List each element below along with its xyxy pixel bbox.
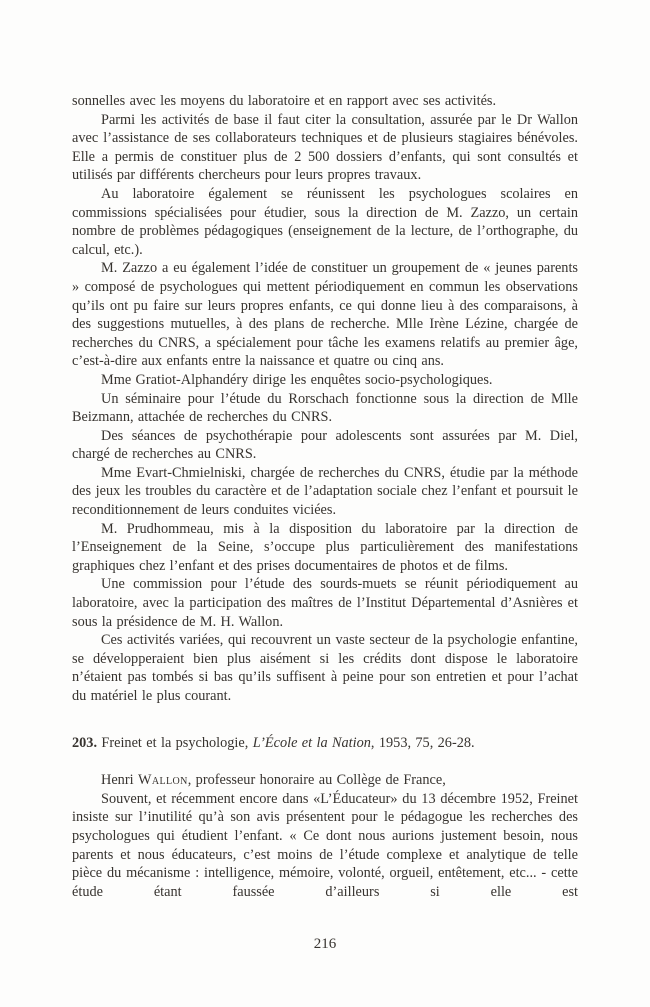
paragraph: Une commission pour l’étude des sourds-muets se réunit périodiquement au laboratoire, avec la participation des maîtres de l’Institut Départemental d’Asnières et sous la présidence de M. H. Wallon. bbox=[72, 576, 578, 630]
author-role: , professeur honoraire au Collège de France, bbox=[187, 772, 446, 789]
body-text bbox=[72, 92, 578, 901]
paragraph: M. Prudhommeau, mis à la disposition du laboratoire par la direction de l’Enseignement de la Seine, s’occupe plus particulièrement des manifestations graphiques chez l’enfant et des prises documentaires de photos et de films. bbox=[72, 520, 578, 574]
page-number: 216 bbox=[313, 936, 337, 952]
paragraph: Mme Gratiot-Alphandéry dirige les enquêtes socio-psychologiques. bbox=[101, 371, 493, 388]
author-name: Wallon bbox=[137, 772, 188, 789]
paragraph: Ces activités variées, qui recouvrent un vaste secteur de la psychologie enfantine, se développeraient bien plus aisément si les crédits dont dispose le laboratoire n’étaient pas tombés si bas qu’ils suffisent à peine pour son entretien et pour l’achat du matériel le plus courant. bbox=[72, 632, 578, 704]
paragraph: Parmi les activités de base il faut citer la consultation, assurée par le Dr Wallon avec l’assistance de ses collaborateurs techniques et de plusieurs stagiaires bénévoles. Elle a permis de constituer plus de 2 500 dossiers d’enfants, qui sont consultés et utilisés par différents chercheurs pour leurs propres travaux. bbox=[72, 111, 578, 184]
paragraph: M. Zazzo a eu également l’idée de constituer un groupement de « jeunes parents » composé de psychologues qui mettent périodiquement en commun les observations qu’ils ont pu faire sur leurs propres enfants, ce qui donne lieu à des comparaisons, à des suggestions mutuelles, à des plans de recherche. Mlle Irène Lézine, chargée de recherches du CNRS, a spécialement pour tâche les examens relatifs au premier âge, c’est-à-dire aux enfants entre la naissance et quatre ou cinq ans. bbox=[72, 260, 578, 370]
paragraph: Un séminaire pour l’étude du Rorschach fonctionne sous la direction de Mlle Beizmann, attachée de recherches du CNRS. bbox=[72, 390, 578, 426]
paragraph-continuation: sonnelles avec les moyens du laboratoire et en rapport avec ses activités. bbox=[72, 93, 497, 109]
entry-heading bbox=[72, 734, 578, 753]
attribution-line bbox=[72, 771, 578, 790]
author-firstname: Henri bbox=[101, 772, 138, 789]
entry-title: Freinet et la psychologie, bbox=[97, 734, 253, 751]
paragraph: Mme Evart-Chmielniski, chargée de recherches du CNRS, étudie par la méthode des jeux les troubles du caractère et de l’adaptation sociale chez l’enfant et poursuit le reconditionnement de leurs conduites viciées. bbox=[72, 464, 578, 519]
paragraph: Des séances de psychothérapie pour adolescents sont assurées par M. Diel, chargé de recherches au CNRS. bbox=[72, 427, 578, 463]
journal-title: L’École et la Nation bbox=[252, 734, 371, 751]
entry-citation: , 1953, 75, 26-28. bbox=[370, 734, 475, 751]
entry-number: 203. bbox=[72, 734, 98, 751]
quote-paragraph: Souvent, et récemment encore dans «L’Éducateur» du 13 décembre 1952, Freinet insiste sur l’inutilité qu’à son avis présentent pour le pédagogue les recherches des psychologues qui étudient l’enfant. « Ce dont nous aurions justement besoin, nous parents et nous éducateurs, c’est moins de l’étude complexe et analytique de telle pièce du mécanisme : intelligence, mémoire, volonté, orgueil, entêtement, etc... - cette étude étant faussée d’ailleurs si elle est bbox=[72, 790, 578, 900]
paragraph: Au laboratoire également se réunissent les psychologues scolaires en commissions spécialisées pour étudier, sous la direction de M. Zazzo, un certain nombre de problèmes pédagogiques (enseignement de la lecture, de l’orthographe, du calcul, etc.). bbox=[72, 185, 578, 258]
